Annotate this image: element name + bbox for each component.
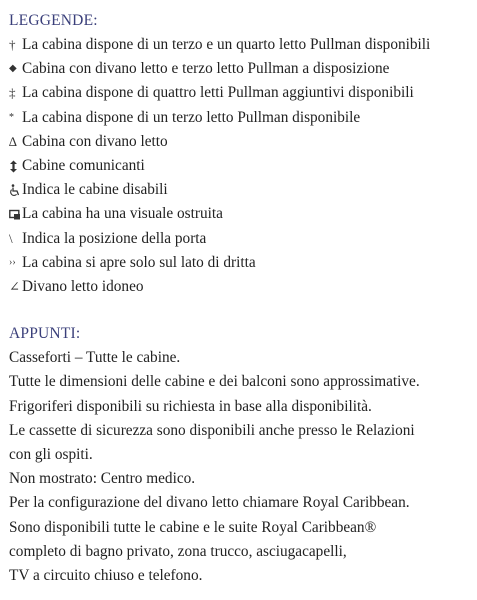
legend-item-text: Indica la posizione della porta [22, 229, 207, 247]
legend-item-text: Divano letto idoneo [22, 278, 144, 296]
legend-item-text: Indica le cabine disabili [22, 181, 168, 199]
starboard-icon: ›› [9, 256, 16, 268]
triangle-icon: ∆ [9, 133, 17, 149]
note-line: TV a circuito chiuso e telefono. [9, 567, 203, 585]
note-line: Tutte le dimensioni delle cabine e dei balconi sono approssimative. [9, 373, 420, 391]
legend-item-text: La cabina dispone di un terzo e un quarto letto Pullman disponibili [22, 36, 431, 53]
note-line: Frigoriferi disponibili su richiesta in base alla disponibilità. [9, 397, 372, 415]
legend-item-text: La cabina ha una visuale ostruita [22, 205, 223, 223]
legend-item-text: La cabina dispone di un terzo letto Pullman disponibile [22, 108, 361, 126]
wheelchair-icon [9, 184, 22, 197]
legend-item [9, 106, 471, 130]
note-line: Non mostrato: Centro medico. [9, 470, 196, 488]
obstructed-view-icon [9, 209, 22, 221]
note-line: Sono disponibili tutte le cabine e le suite Royal Caribbean® [9, 518, 377, 536]
legend-item-text: La cabina dispone di quattro letti Pullman aggiuntivi disponibili [22, 84, 414, 102]
note-line: Casseforti – Tutte le cabine. [9, 349, 181, 367]
note-line: con gli ospiti. [9, 446, 93, 464]
star-icon: * [9, 111, 14, 123]
legend-item-text: La cabina si apre solo sul lato di dritta [22, 253, 256, 271]
legend-item-text: Cabina con divano letto [22, 132, 168, 150]
legend-item [9, 130, 471, 154]
legend-item-text: Cabina con divano letto e terzo letto Pullman a disposizione [22, 60, 390, 78]
legend-item [9, 275, 471, 299]
notes-body [9, 346, 471, 588]
legend-page [9, 9, 471, 588]
legend-item [9, 251, 471, 275]
legend-title: LEGGENDE: [9, 12, 98, 29]
legend-list [9, 33, 471, 299]
angle-icon: ∠ [9, 279, 20, 295]
legend-item [9, 202, 471, 226]
door-position-icon: \ [9, 230, 13, 246]
note-line: Per la configurazione del divano letto chiamare Royal Caribbean. [9, 494, 410, 512]
legend-item [9, 33, 471, 57]
legend-item-text: Cabine comunicanti [22, 157, 145, 175]
legend-item [9, 227, 471, 251]
double-dagger-icon: ‡ [9, 85, 16, 101]
diamond-icon: ◆ [9, 63, 17, 75]
legend-item [9, 57, 471, 81]
double-arrow-icon [9, 160, 22, 173]
legend-item [9, 154, 471, 178]
legend-item [9, 178, 471, 202]
legend-item [9, 81, 471, 105]
notes-title: APPUNTI: [9, 325, 81, 343]
dagger-icon: † [9, 37, 16, 52]
note-line: Le cassette di sicurezza sono disponibili anche presso le Relazioni [9, 421, 415, 439]
note-line: completo di bagno privato, zona trucco, asciugacapelli, [9, 542, 347, 560]
